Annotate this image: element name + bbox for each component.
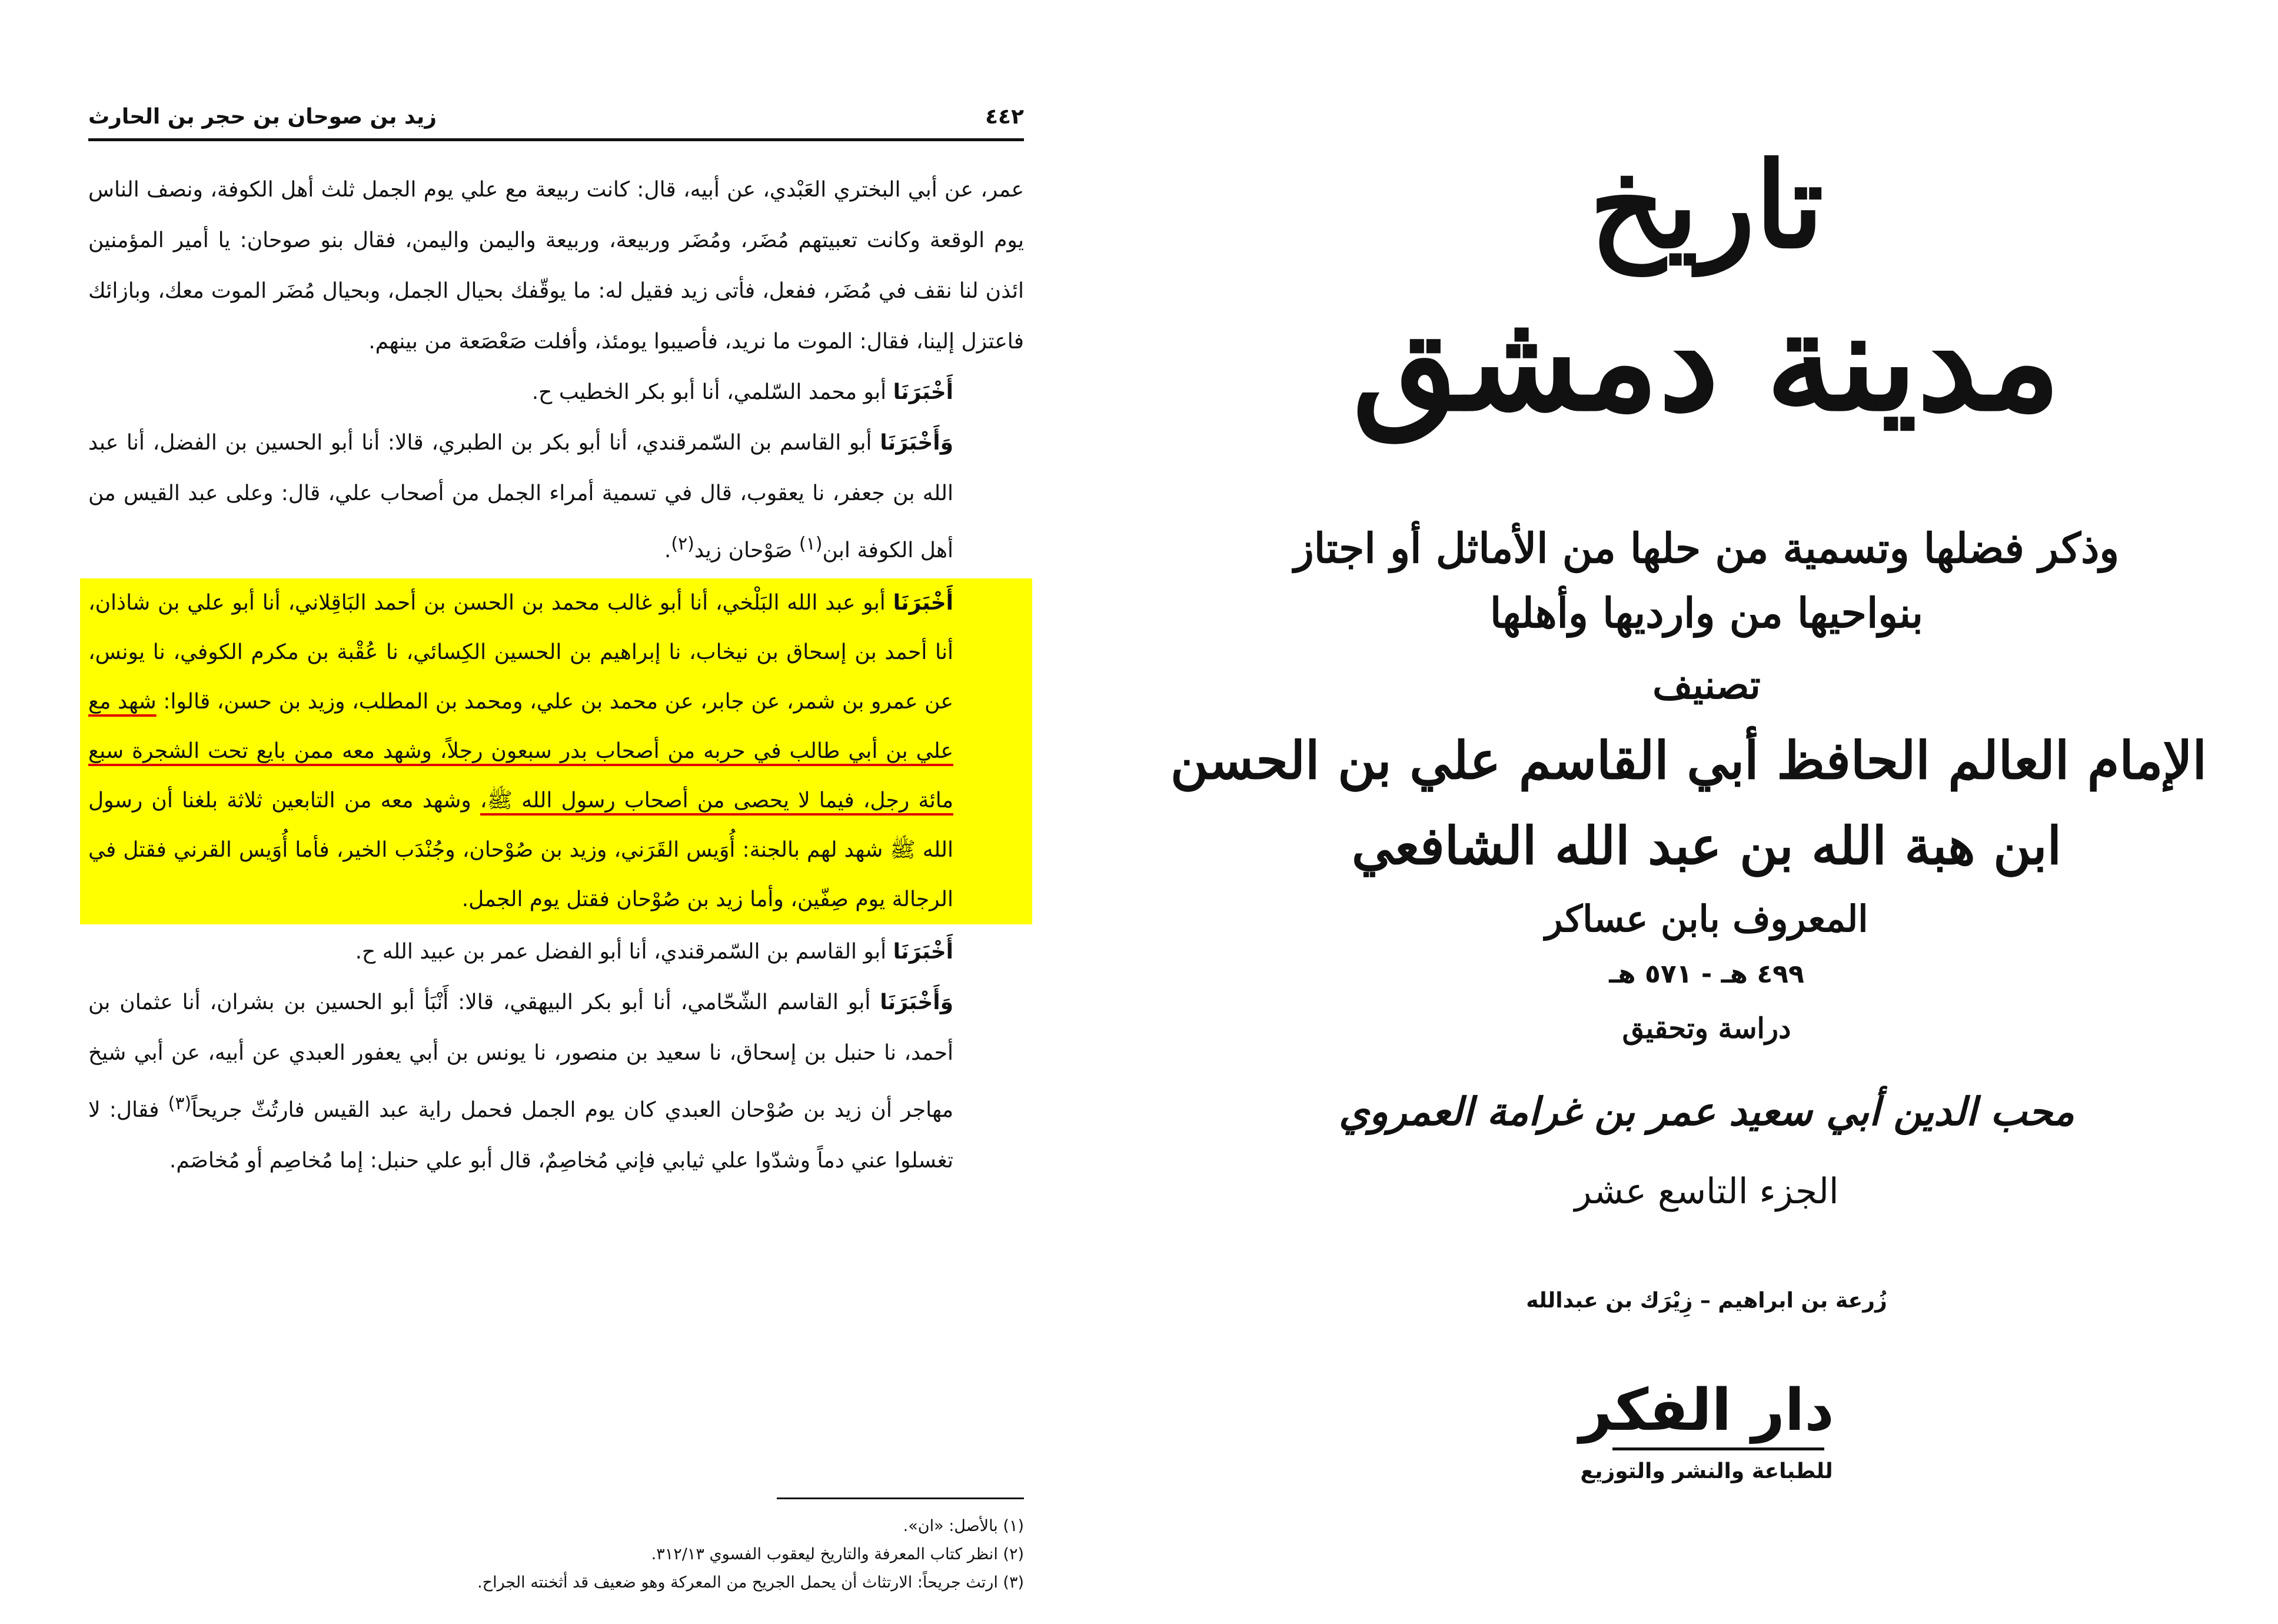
footnote-2: (٢) انظر كتاب المعرفة والتاريخ ليعقوب الفسوي ٣١٢/١٣.: [651, 1545, 1024, 1563]
highlight-text-a: أبو عبد الله البَلْخي، أنا أبو غالب محمد بن الحسن بن أحمد البَاقِلاني، أنا أبو علي بن شاذان، أنا أحمد بن إسحاق بن نيخاب، نا إبراهيم بن الحسين الكِسائي، نا عُقْبة بن مكرم الكوفي، نا يونس، عن عمرو بن شمر، عن جابر، عن محمد بن علي، ومحمد بن المطلب، وزيد بن حسن، قالوا:: [88, 591, 953, 714]
volume-label: الجزء التاسع عشر: [1574, 1171, 1839, 1212]
footnote-3: (٣) ارتث جريحاً: الارتثاث أن يحمل الجريح من المعركة وهو ضعيف قد أثخنته الجراح.: [477, 1573, 1024, 1592]
page-number: ٤٤٢: [985, 105, 1024, 129]
isnad-2-lead: وَأَخْبَرَنَا: [880, 431, 953, 455]
underlined-passage: شهد مع علي بن أبي طالب في حربه من أصحاب بدر سبعون رجلاً، وشهد معه ممن بايع تحت الشجرة سبع مائة رجل، فيما لا يحصى من أصحاب رسول الله ﷺ،: [88, 690, 954, 813]
isnad-2-text: أبو القاسم بن السّمرقندي، أنا أبو بكر بن الطبري، قالا: أنا أبو الحسين بن الفضل، أنا عبد الله بن جعفر، نا يعقوب، قال في تسمية أمراء الجمل من أصحاب علي، قال: وعلى عبد القيس من أهل الكوفة ابن: [88, 431, 953, 563]
footnote-1: (١) بالأصل: «ان».: [903, 1517, 1024, 1535]
author-name-line-1: الإمام العالم الحافظ أبي القاسم علي بن الحسن: [1170, 730, 2207, 791]
isnad-2: وَأَخْبَرَنَا أبو القاسم بن السّمرقندي، أنا أبو بكر بن الطبري، قالا: أنا أبو الحسين بن الفضل، أنا عبد الله بن جعفر، نا يعقوب، قال في تسمية أمراء الجمل من أصحاب علي، قال: وعلى عبد القيس من أهل الكوفة ابن$^{(١)}$ صَوْحان زيد$^{(٢)}$.: [88, 431, 953, 563]
isnad-1: [88, 367, 1024, 418]
highlight-lead: أَخْبَرَنَا: [893, 591, 953, 615]
highlighted-paragraph: [88, 578, 1024, 924]
author-dates: ٤٩٩ هـ - ٥٧١ هـ: [1609, 959, 1804, 989]
title-page: [1170, 88, 2207, 1559]
author-known-as: المعروف بابن عساكر: [1545, 897, 1868, 940]
publisher-rule: [1612, 1447, 1824, 1450]
publisher-logo: دار الفكر: [1579, 1377, 1834, 1444]
footnotes: [88, 1512, 1024, 1597]
body-text: [88, 165, 1024, 1186]
footnote-mark-3[interactable]: (٣): [168, 1093, 192, 1114]
authorship-label: تصنيف: [1652, 662, 1761, 708]
highlighted-passage: [80, 578, 1032, 924]
header-rule: [88, 138, 1024, 141]
highlight-text-b: وشهد معه من التابعين ثلاثة بلغنا أن رسول الله ﷺ شهد لهم بالجنة: أُوَيس القَرَني، وزيد بن صُوْحان، وجُنْدَب الخير، فأما أُوَيس القرني فقتل في الرجالة يوم صِفّين، وأما زيد بن صُوْحان فقتل يوم الجمل.: [88, 788, 953, 911]
isnad-4: [88, 977, 1024, 1186]
publisher-tagline: للطباعة والنشر والتوزيع: [1580, 1459, 1833, 1483]
isnad-1-text: أبو محمد السّلمي، أنا أبو بكر الخطيب ح.: [531, 380, 887, 404]
study-label: دراسة وتحقيق: [1622, 1012, 1791, 1045]
running-head: [88, 88, 1024, 135]
isnad-1-lead: أَخْبَرَنَا: [893, 380, 953, 404]
footnote-rule: [777, 1497, 1024, 1499]
isnad-4-lead: وَأَخْبَرَنَا: [880, 990, 953, 1014]
isnad-3-text: أبو القاسم بن السّمرقندي، أنا أبو الفضل عمر بن عبيد الله ح.: [355, 940, 887, 964]
left-page: [88, 88, 1024, 1595]
isnad-3-lead: أَخْبَرَنَا: [893, 940, 953, 964]
editor-name: محب الدين أبي سعيد عمر بن غرامة العمروي: [1339, 1089, 2074, 1134]
subtitle-line-2: بنواحيها من وارديها وأهلها: [1489, 588, 1924, 637]
running-title: زيد بن صوحان بن حجر بن الحارث: [88, 105, 437, 129]
author-name-line-2: ابن هبة الله بن عبد الله الشافعي: [1351, 815, 2062, 876]
isnad-4-text: أبو القاسم الشّحّامي، أنا أبو بكر البيهقي، قالا: أَنْبَأ أبو الحسين بن بشران، أنا عثمان بن أحمد، نا حنبل بن إسحاق، نا سعيد بن منصور، نا يونس بن أبي يعفور العبدي عن أبيه، عن أبي شيخ مهاجر أن زيد بن صُوْحان العبدي كان يوم الجمل فحمل راية عبد القيس فارتُثّ جريحاً: [88, 990, 954, 1122]
subtitle-line-1: وذكر فضلها وتسمية من حلها من الأماثل أو اجتاز: [1293, 524, 2120, 573]
book-title-line-2: مدينة دمشق: [1352, 282, 2061, 441]
isnad-3: [88, 927, 1024, 977]
footnote-mark-1[interactable]: (١): [799, 534, 823, 554]
volume-range: زُرعة بن ابراهيم – زِيْرَك بن عبدالله: [1526, 1289, 1887, 1313]
book-title-line-1: تاريخ: [1589, 137, 1824, 275]
isnad-2-tail: صَوْحان زيد: [694, 538, 793, 563]
isnad-4-tail: فقال: لا تغسلوا عني دماً وشدّوا علي ثيابي فإني مُخاصِمٌ، قال أبو علي حنبل: إما مُخاصِم أو مُخاصَم.: [88, 1098, 953, 1173]
footnote-mark-2[interactable]: (٢): [671, 534, 694, 554]
paragraph-opening: عمر، عن أبي البختري العَبْدي، عن أبيه، قال: كانت ربيعة مع علي يوم الجمل ثلث أهل الكوفة، ونصف الناس يوم الوقعة وكانت تعبيتهم مُضَر، ومُضَر وربيعة، وربيعة واليمن واليمن، فقال بنو صوحان: يا أمير المؤمنين ائذن لنا نقف في مُضَر، ففعل، فأتى زيد فقيل له: ما يوقّفك بحيال الجمل، وبحيال مُضَر الموت معك، وبازائك فاعتزل إلينا، فقال: الموت ما نريد، فأصيبوا يومئذ، وأفلت صَعْصَعة من بينهم.: [88, 178, 1024, 354]
